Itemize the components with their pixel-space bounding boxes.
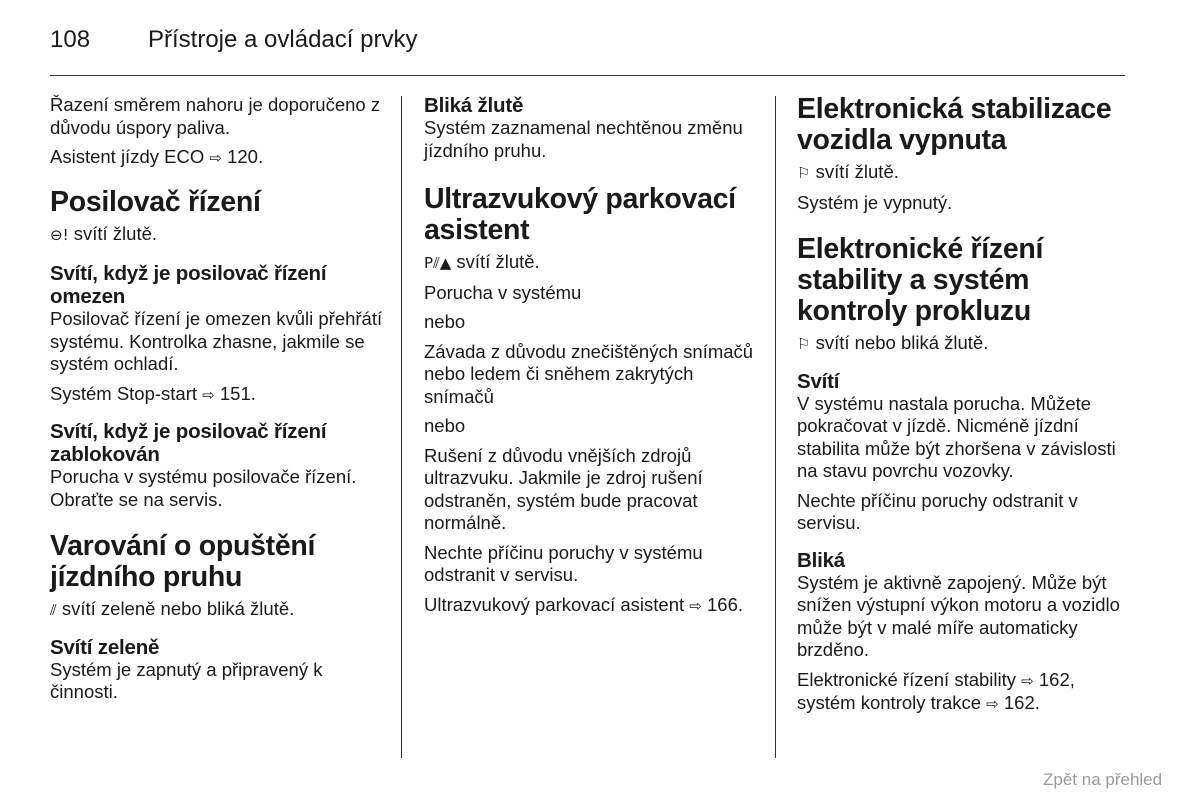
paragraph: nebo [424, 415, 466, 436]
paragraph: Porucha v systému posilovače řízení. Obraťte se na servis. [50, 466, 357, 510]
paragraph: Ultrazvukový parkovací asistent ⇨ 166. [424, 593, 744, 615]
back-to-overview-link[interactable]: Zpět na přehled [1043, 770, 1163, 789]
section-heading: Ultrazvukový parkovací asistent [424, 183, 736, 246]
paragraph: Systém je vypnutý. [797, 191, 953, 213]
page-reference[interactable]: 162, [1038, 668, 1075, 690]
subsection-heading: Bliká [797, 548, 845, 572]
esc-icon: ⚐ [797, 335, 811, 353]
header-divider [50, 75, 1125, 76]
lane-departure-icon: ⫽ [50, 601, 57, 619]
page-reference[interactable]: 120. [227, 146, 264, 167]
page-reference-icon: ⇨ [689, 596, 702, 615]
paragraph: Asistent jízdy ECO ⇨ 120. [50, 146, 264, 167]
paragraph: V systému nastala porucha. Můžete pokračovat v jízdě. Nicméně jízdní stabilita může být zhoršena v závislosti na stavu povrchu vozovky. [797, 392, 1116, 481]
power-steering-warning-icon: ⊖! [50, 225, 69, 244]
esc-off-icon: ⚐ [797, 164, 811, 182]
column-right [797, 94, 1132, 723]
page-reference-icon: ⇨ [986, 695, 999, 713]
column-middle [424, 94, 754, 624]
section-heading: Varování o opuštění jízdního pruhu [50, 530, 316, 593]
page-reference-icon: ⇨ [1021, 671, 1034, 690]
subsection-heading: Svítí, když je posilovač řízení omezen [50, 262, 327, 308]
column-left [50, 94, 385, 711]
paragraph: Systém je aktivně zapojený. Může být snížen výstupní výkon motoru a vozidlo může být v malé míře automaticky brzděno. [797, 571, 1120, 660]
page-reference[interactable]: 151. [219, 382, 256, 404]
subsection-heading: Svítí, když je posilovač řízení zablokován [50, 420, 327, 466]
paragraph: Porucha v systému [424, 281, 582, 303]
section-heading: Elektronická stabilizace vozidla vypnuta [797, 93, 1112, 156]
subsection-heading: Bliká žlutě [424, 94, 524, 117]
paragraph: Systém je zapnutý a připravený k činnosti. [50, 658, 323, 702]
page-number: 108 [50, 26, 91, 53]
page-reference[interactable]: 162. [1003, 692, 1040, 713]
column-divider [775, 96, 776, 758]
paragraph: Elektronické řízení stability ⇨ 162, systém kontroly trakce ⇨ 162. [797, 668, 1075, 713]
paragraph: Nechte příčinu poruchy v systému odstranit v servisu. [424, 541, 703, 585]
paragraph: Systém zaznamenal nechtěnou změnu jízdního pruhu. [424, 117, 743, 161]
paragraph: nebo [424, 311, 466, 332]
section-heading: Posilovač řízení [50, 185, 261, 218]
section-heading: Elektronické řízení stability a systém kontroly prokluzu [797, 233, 1044, 327]
paragraph: ⚐ svítí nebo bliká žlutě. [797, 332, 989, 353]
page-reference[interactable]: 166. [707, 593, 744, 615]
paragraph: Nechte příčinu poruchy odstranit v servisu. [797, 489, 1078, 533]
paragraph: Rušení z důvodu vnějších zdrojů ultrazvuku. Jakmile je zdroj rušení odstraněn, systém bude pracovat normálně. [424, 444, 703, 533]
paragraph: Řazení směrem nahoru je doporučeno z důvodu úspory paliva. [50, 94, 381, 138]
column-divider [401, 96, 402, 758]
paragraph: P⫽▲ svítí žlutě. [424, 251, 540, 272]
page-reference-icon: ⇨ [202, 385, 215, 404]
paragraph: ⊖! svítí žlutě. [50, 222, 158, 244]
page-reference-icon: ⇨ [209, 149, 222, 167]
paragraph: Systém Stop-start ⇨ 151. [50, 382, 256, 404]
paragraph: ⚐ svítí žlutě. [797, 161, 899, 182]
subsection-heading: Svítí [797, 369, 840, 393]
subsection-heading: Svítí zeleně [50, 635, 160, 659]
paragraph: ⫽ svítí zeleně nebo bliká žlutě. [50, 598, 295, 619]
paragraph: Závada z důvodu znečištěných snímačů nebo ledem či sněhem zakrytých snímačů [424, 340, 754, 407]
paragraph: Posilovač řízení je omezen kvůli přehřátí systému. Kontrolka zhasne, jakmile se systém ochladí. [50, 308, 383, 374]
page-title: Přístroje a ovládací prvky [148, 26, 418, 53]
parking-assist-icon: P⫽▲ [424, 254, 452, 272]
